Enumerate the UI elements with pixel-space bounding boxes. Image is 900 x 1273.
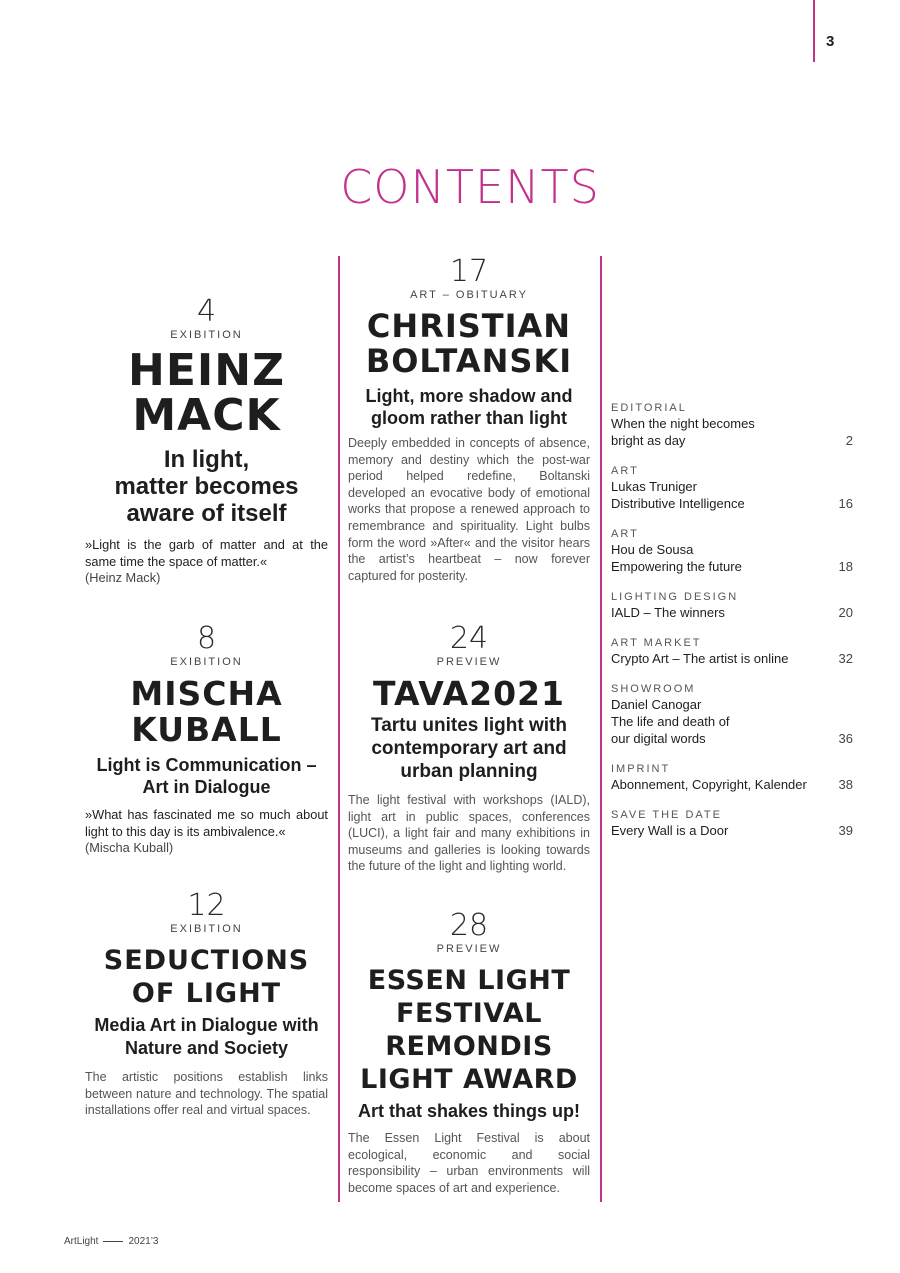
article-subtitle: matter becomes: [114, 473, 299, 500]
toc-page-number: 20: [838, 605, 853, 620]
article-headline: MACK: [132, 390, 281, 441]
footer: [64, 1236, 159, 1247]
article-tava2021[interactable]: [348, 623, 590, 875]
article-category: PREVIEW: [436, 656, 502, 668]
article-headline: BOLTANSKI: [365, 342, 573, 380]
article-category: PREVIEW: [436, 943, 502, 955]
article-subtitle: Media Art in Dialogue with: [94, 1015, 319, 1035]
article-subtitle: urban planning: [400, 761, 538, 782]
page-number-bar: [813, 0, 815, 62]
article-page-number: 17: [449, 254, 489, 289]
article-subtitle: Tartu unites light with: [371, 715, 567, 736]
toc-title: Daniel Canogar: [611, 697, 702, 712]
article-subtitle: Nature and Society: [124, 1038, 289, 1058]
toc-entry[interactable]: [611, 808, 855, 839]
toc-entry[interactable]: [611, 401, 855, 449]
toc-title: Every Wall is a Door: [611, 823, 729, 838]
article-mischa-kuball[interactable]: [85, 623, 328, 857]
article-category: EXIBITION: [170, 923, 243, 935]
toc-category: ART: [611, 465, 639, 477]
toc-entry[interactable]: [611, 682, 855, 747]
footer-issue: 2021’3: [128, 1236, 159, 1247]
article-seductions-of-light[interactable]: [85, 890, 328, 1119]
article-category: ART – OBITUARY: [410, 289, 528, 301]
toc-category: EDITORIAL: [611, 402, 687, 414]
article-headline: TAVA2021: [373, 674, 565, 713]
article-page-number: 28: [449, 908, 489, 943]
article-summary: The light festival with workshops (IALD), light art in public spaces, conferences (LUCI), a light fair and many exhibitions in museums and galleries is looking towards the future of the light and lighting world.: [348, 793, 590, 874]
column-divider-left: [338, 256, 340, 1202]
column-divider-right: [600, 256, 602, 1202]
toc-title: Distributive Intelligence: [611, 496, 745, 511]
article-heinz-mack[interactable]: [85, 296, 328, 587]
article-headline: CHRISTIAN: [366, 307, 572, 345]
toc-title: When the night becomes: [611, 416, 755, 431]
toc-entry[interactable]: [611, 636, 855, 667]
toc-entry[interactable]: [611, 590, 855, 621]
toc-category: SHOWROOM: [611, 683, 696, 695]
toc-entry[interactable]: [611, 762, 855, 793]
article-quote: »Light is the garb of matter and at the same time the space of matter.«: [85, 537, 328, 569]
article-headline: SEDUCTIONS: [103, 945, 310, 976]
article-subtitle: Art in Dialogue: [142, 777, 271, 797]
toc-title: bright as day: [611, 433, 686, 448]
footer-brand: ArtLight: [64, 1236, 99, 1247]
toc-title: Empowering the future: [611, 559, 742, 574]
toc-page-number: 39: [838, 823, 853, 838]
toc-list: [611, 401, 855, 854]
article-subtitle: aware of itself: [126, 500, 287, 527]
page-number: 3: [826, 33, 835, 50]
article-headline: ESSEN LIGHT: [367, 965, 571, 996]
article-quote-attribution: (Mischa Kuball): [85, 840, 174, 856]
article-essen-light-festival[interactable]: [348, 910, 590, 1196]
toc-category: ART: [611, 528, 639, 540]
toc-title: Abonnement, Copyright, Kalender: [611, 777, 807, 792]
toc-title: Lukas Truniger: [611, 479, 697, 494]
article-quote-attribution: (Heinz Mack): [85, 570, 161, 586]
article-subtitle: In light,: [163, 446, 250, 473]
article-headline: OF LIGHT: [131, 978, 282, 1009]
article-headline: REMONDIS: [385, 1031, 553, 1062]
article-summary: The Essen Light Festival is about ecological, economic and social responsibility – urban environments will become spaces of art and experience.: [348, 1131, 590, 1195]
article-quote: »What has fascinated me so much about light to this day is its ambivalence.«: [85, 807, 328, 839]
toc-page-number: 18: [838, 559, 853, 574]
toc-entry[interactable]: [611, 464, 855, 512]
article-subtitle: Light, more shadow and: [365, 386, 573, 406]
article-page-number: 8: [196, 621, 217, 656]
article-christian-boltanski[interactable]: [348, 256, 590, 584]
article-subtitle: Light is Communication –: [96, 755, 317, 775]
article-category: EXIBITION: [170, 329, 243, 341]
article-subtitle: Art that shakes things up!: [357, 1101, 581, 1121]
footer-divider: [103, 1241, 123, 1242]
article-summary: Deeply embedded in concepts of absence, memory and destiny which the post-war period helped redefine, Boltanski developed an evocative body of emotional works that propose a renewed approach to remembrance and spirituality. Light bulbs form the word »After« and the visitor hears the artist’s heartbeat – now forever captured for posterity.: [348, 436, 590, 583]
article-subtitle: gloom rather than light: [371, 408, 567, 428]
toc-title: our digital words: [611, 731, 706, 746]
article-category: EXIBITION: [170, 656, 243, 668]
article-headline: HEINZ: [128, 345, 285, 396]
article-summary: The artistic positions establish links between nature and technology. The spatial installations offer real and virtual spaces.: [85, 1070, 328, 1118]
toc-category: ART MARKET: [611, 637, 702, 649]
article-headline: FESTIVAL: [396, 998, 542, 1029]
article-page-number: 4: [196, 294, 217, 329]
toc-page-number: 16: [838, 496, 853, 511]
article-headline: LIGHT AWARD: [360, 1064, 578, 1095]
toc-title: The life and death of: [611, 714, 730, 729]
toc-title: Crypto Art – The artist is online: [611, 651, 789, 666]
toc-category: LIGHTING DESIGN: [611, 591, 739, 603]
toc-page-number: 32: [838, 651, 853, 666]
page-title: CONTENTS: [340, 160, 600, 214]
toc-page-number: 36: [838, 731, 853, 746]
article-page-number: 12: [187, 888, 226, 923]
article-headline: MISCHA: [130, 674, 283, 713]
toc-title: IALD – The winners: [611, 605, 725, 620]
toc-category: SAVE THE DATE: [611, 809, 722, 821]
toc-entry[interactable]: [611, 527, 855, 575]
toc-category: IMPRINT: [611, 763, 671, 775]
toc-title: Hou de Sousa: [611, 542, 694, 557]
article-subtitle: contemporary art and: [371, 738, 567, 759]
article-page-number: 24: [449, 621, 489, 656]
article-headline: KUBALL: [131, 710, 282, 749]
toc-page-number: 38: [838, 777, 853, 792]
toc-page-number: 2: [845, 433, 853, 448]
